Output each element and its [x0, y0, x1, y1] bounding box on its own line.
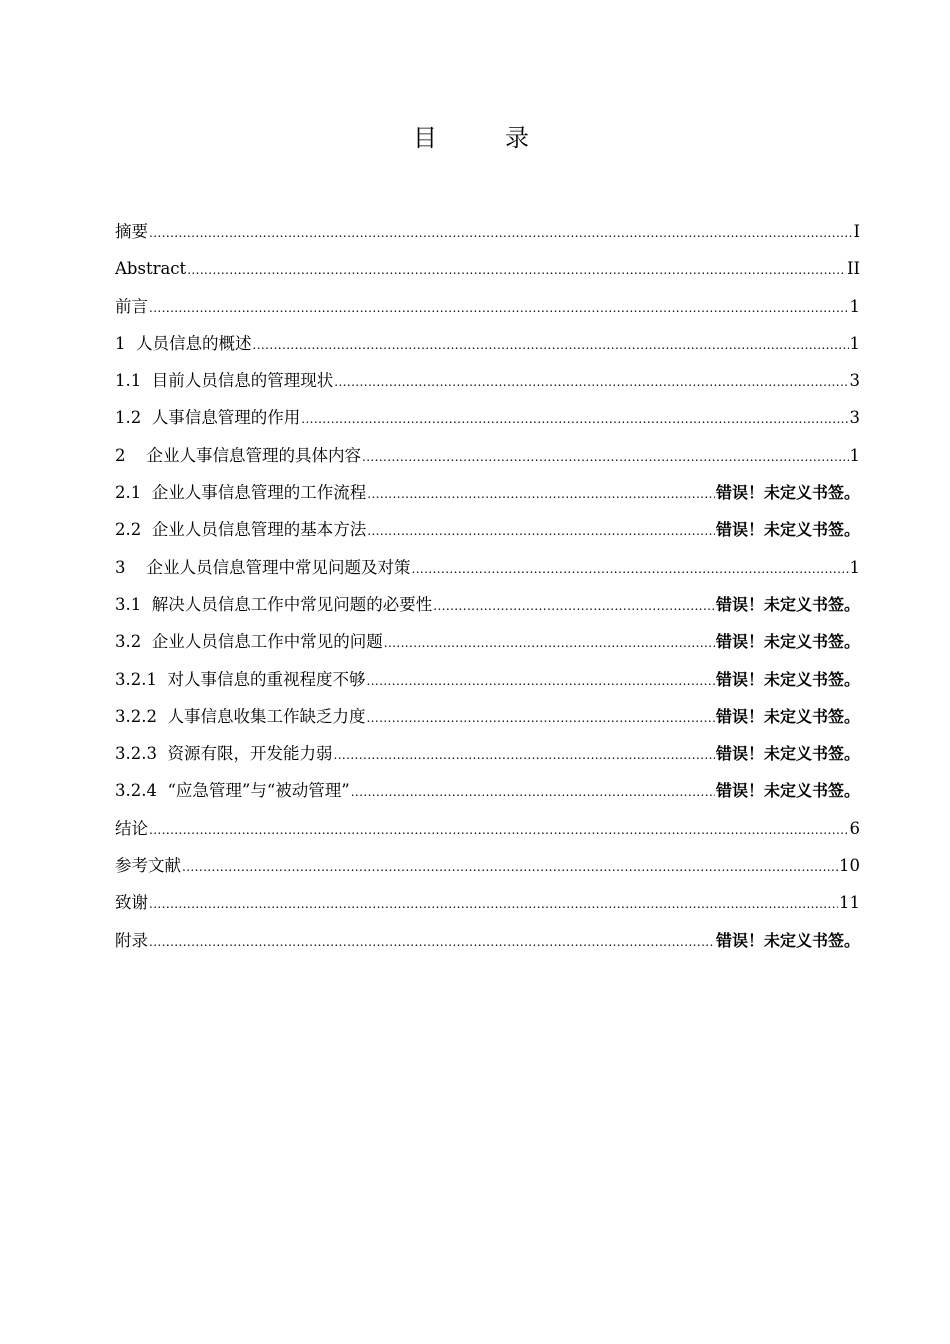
toc-leader-dots — [366, 698, 715, 735]
toc-entry-conclusion[interactable] — [115, 810, 860, 847]
toc-entry-page: 1 — [849, 445, 860, 465]
toc-entry-label: 3.1 解决人员信息工作中常见问题的必要性 — [115, 594, 433, 614]
toc-leader-dots — [187, 250, 846, 287]
toc-entry-label: 3.2.4 “应急管理”与“被动管理” — [115, 781, 350, 801]
toc-entry-page: 1 — [849, 333, 860, 353]
toc-entry-label: 1 人员信息的概述 — [115, 333, 252, 353]
toc-entry-label: 2.2 企业人员信息管理的基本方法 — [115, 520, 367, 540]
toc-entry-label: 1.1 目前人员信息的管理现状 — [115, 371, 334, 391]
toc-entry-error: 错误！未定义书签。 — [715, 744, 860, 764]
toc-leader-dots — [149, 213, 852, 250]
toc-entry-label: 前言 — [115, 296, 148, 316]
toc-entry-3-2-2[interactable] — [115, 698, 860, 735]
toc-entry-label: 2.1 企业人事信息管理的工作流程 — [115, 483, 367, 503]
toc-leader-dots — [411, 549, 848, 586]
toc-leader-dots — [366, 661, 715, 698]
toc-entry-page: 6 — [849, 818, 860, 838]
toc-entry-label: 3 企业人员信息管理中常见问题及对策 — [115, 557, 411, 577]
toc-leader-dots — [149, 288, 849, 325]
toc-entry-1-2[interactable] — [115, 399, 860, 436]
toc-entry-page: II — [846, 259, 860, 279]
toc-leader-dots — [367, 474, 715, 511]
toc-leader-dots — [367, 511, 715, 548]
toc-entry-references[interactable] — [115, 847, 860, 884]
toc-entry-acknowledgements[interactable] — [115, 884, 860, 921]
toc-leader-dots — [149, 810, 849, 847]
toc-entry-label: 3.2 企业人员信息工作中常见的问题 — [115, 632, 383, 652]
toc-entry-label: 3.2.2 人事信息收集工作缺乏力度 — [115, 706, 366, 726]
toc-entry-label: 致谢 — [115, 893, 148, 913]
toc-entry-page: 1 — [849, 296, 860, 316]
toc-leader-dots — [362, 437, 849, 474]
toc-entry-page: I — [853, 222, 860, 241]
toc-entry-abstract-en[interactable] — [115, 250, 860, 287]
toc-entry-3-2-4[interactable] — [115, 772, 860, 809]
toc-entry-abstract-cn[interactable] — [115, 213, 860, 250]
toc-leader-dots — [182, 847, 838, 884]
toc-entry-page: 10 — [839, 856, 860, 876]
toc-entry-preface[interactable] — [115, 288, 860, 325]
toc-entry-page: 3 — [849, 408, 860, 428]
toc-entry-label: Abstract — [115, 259, 187, 279]
toc-entry-3-1[interactable] — [115, 586, 860, 623]
toc-entry-2[interactable] — [115, 437, 860, 474]
toc-leader-dots — [351, 772, 715, 809]
toc-entry-error: 错误！未定义书签。 — [715, 669, 860, 689]
toc-leader-dots — [253, 325, 849, 362]
toc-leader-dots — [334, 362, 848, 399]
toc-leader-dots — [149, 884, 838, 921]
toc-leader-dots — [433, 586, 715, 623]
toc-leader-dots — [149, 922, 715, 959]
toc-leader-dots — [301, 399, 848, 436]
toc-entry-error: 错误！未定义书签。 — [715, 930, 860, 950]
toc-entry-3-2-3[interactable] — [115, 735, 860, 772]
toc-entry-3-2-1[interactable] — [115, 661, 860, 698]
toc-entry-label: 3.2.1 对人事信息的重视程度不够 — [115, 669, 366, 689]
toc-entry-error: 错误！未定义书签。 — [715, 520, 860, 540]
toc-entry-label: 参考文献 — [115, 856, 181, 876]
toc-entry-error: 错误！未定义书签。 — [715, 594, 860, 614]
toc-entry-3[interactable] — [115, 549, 860, 586]
toc-entry-1-1[interactable] — [115, 362, 860, 399]
toc-entry-error: 错误！未定义书签。 — [715, 483, 860, 503]
toc-entry-page: 3 — [849, 371, 860, 391]
toc-entry-1[interactable] — [115, 325, 860, 362]
toc-entry-page: 1 — [849, 557, 860, 577]
toc-entry-2-1[interactable] — [115, 474, 860, 511]
table-of-contents — [115, 213, 860, 959]
toc-entry-label: 附录 — [115, 930, 148, 950]
page-title: 目 录 — [413, 124, 551, 152]
toc-entry-page: 11 — [839, 893, 860, 913]
toc-entry-label: 1.2 人事信息管理的作用 — [115, 408, 301, 428]
toc-leader-dots — [384, 623, 715, 660]
toc-entry-2-2[interactable] — [115, 511, 860, 548]
toc-entry-error: 错误！未定义书签。 — [715, 781, 860, 801]
toc-entry-error: 错误！未定义书签。 — [715, 706, 860, 726]
toc-entry-label: 2 企业人事信息管理的具体内容 — [115, 445, 361, 465]
toc-entry-3-2[interactable] — [115, 623, 860, 660]
toc-entry-label: 3.2.3 资源有限，开发能力弱 — [115, 744, 333, 764]
toc-entry-appendix[interactable] — [115, 922, 860, 959]
toc-entry-error: 错误！未定义书签。 — [715, 632, 860, 652]
toc-entry-label: 结论 — [115, 818, 148, 838]
toc-leader-dots — [333, 735, 715, 772]
toc-entry-label: 摘要 — [115, 222, 148, 241]
